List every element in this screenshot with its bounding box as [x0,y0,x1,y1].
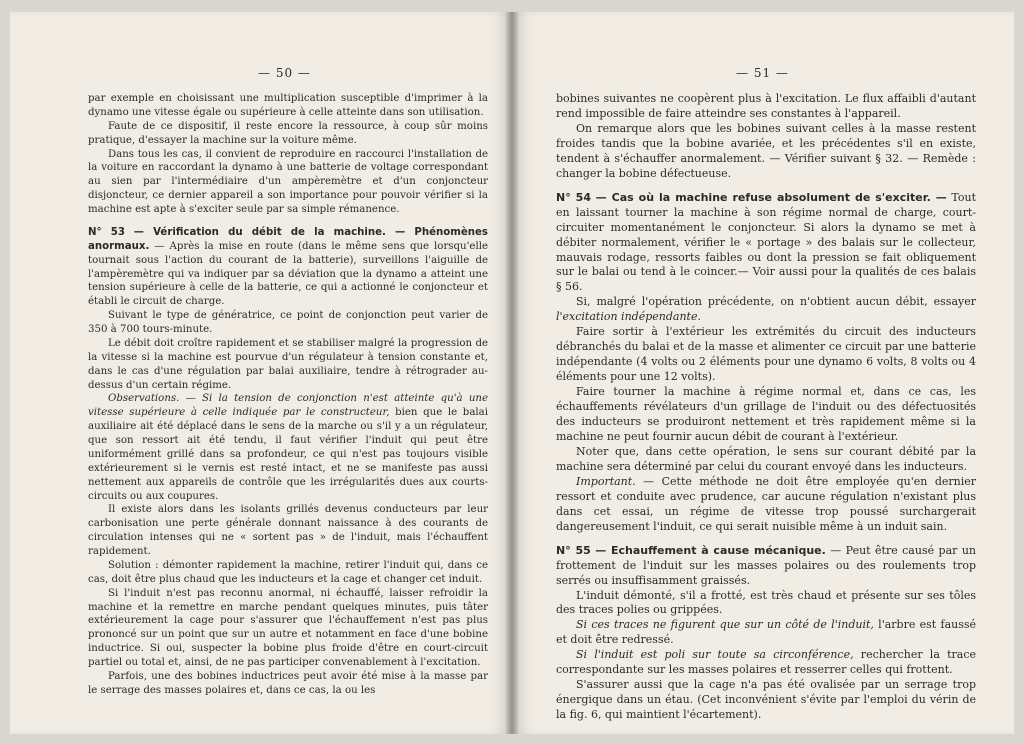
paragraph: par exemple en choisissant une multiplication susceptible d'imprimer à la dynamo une vitesse égale ou supérieure à celle atteinte dans son utilisation. [88,93,488,118]
observations-label: Observations. [108,393,180,405]
observations-paragraph [88,392,488,503]
paragraph-text: Si, malgré l'opération précédente, on n'obtient aucun débit, essayer [576,295,976,309]
paragraph: L'induit démonté, s'il a frotté, est très chaud et présente sur ses tôles des traces polies ou grippées. [556,588,976,617]
paragraph-text: l'arbre est faussé et doit être redressé. [556,618,977,647]
book-gutter [506,12,518,734]
paragraph: Le débit doit croître rapidement et se stabiliser malgré la progression de la vitesse si la machine est pourvue d'un régulateur à tension constante et, dans le cas d'une régulation par balai auxiliaire, tendre à rétrograder au-dessus d'un certain régime. [88,337,488,391]
left-page-text [88,92,488,698]
section-number: N° 53 [88,226,125,238]
section-number: N° 54 [556,190,591,204]
left-page [10,12,512,734]
paragraph [556,648,976,678]
paragraph [556,618,976,648]
paragraph: Dans tous les cas, il convient de reproduire en raccourci l'installation de la voiture en raccordant la dynamo à une batterie de voltage correspondant au sien par l'intermédiaire d'un ampèremètre et d'un conjoncteur disjoncteur, ce dernier appareil a son importance pour pouvoir vérifier si la machine est apte à s'exciter seule par sa simple rémanence. [88,148,488,215]
paragraph: On remarque alors que les bobines suivant celles à la masse restent froides tandis que la bobine avariée, et les précédentes s'il en existe, tendent à s'échauffer anormalement. — Vérifier suivant § 32. — Remède : changer la bobine défectueuse. [556,121,976,180]
right-page-text [556,92,976,723]
paragraph-text: rechercher la trace correspondante sur les masses polaires et resserrer celles qui frottent. [556,648,976,677]
paragraph: Suivant le type de génératrice, ce point de conjonction peut varier de 350 à 700 tours-minute. [88,310,488,335]
paragraph: Si l'induit n'est pas reconnu anormal, ni échauffé, laisser refroidir la machine et la remettre en marche pendant quelques minutes, puis tâter extérieurement la cage pour s'assurer que l'échauffement n'est pas plus prononcé sur un point que sur un autre et notamment en face d'une bobine inductrice. Si oui, suspecter la bobine plus froide d'être en court-circuit partiel ou total et, ainsi, de ne pas participer convenablement à l'excitation. [88,587,488,668]
paragraph: Faire tourner la machine à régime normal et, dans ce cas, les échauffements révélateurs d'un grillage de l'induit ou des défectuosités des inducteurs se produiront nettement et très rapidement même si la machine ne peut fournir aucun débit de courant à l'extérieur. [556,385,976,443]
section-title: — Echauffement à cause mécanique. [595,543,826,557]
page-number-left: — 50 — [258,66,311,80]
paragraph: bobines suivantes ne coopèrent plus à l'excitation. Le flux affaibli d'autant rend impossible de faire atteindre ses constantes à l'appareil. [556,92,976,120]
section-text: — Après la mise en route (dans le même sens que lorsqu'elle tournait sous l'action du courant de la batterie), surveillons l'aiguille de l'ampèremètre qui va indiquer par sa déviation que la dynamo a atteint une tension supérieure à celle de la batterie, ce qui a actionné le conjoncteur et établi le circuit de charge. [88,240,488,308]
paragraph: Noter que, dans cette opération, le sens sur courant débité par la machine sera déterminé par celui du courant envoyé dans les inducteurs. [556,444,976,473]
section-55 [556,544,976,589]
open-book [10,12,1014,734]
paragraph-italic: Si l'induit est poli sur toute sa circonférence, [576,648,854,662]
section-title: — Vérification du débit de la machine. — Phénomènes anormaux. [88,226,488,252]
observations-text: bien que le balai auxiliaire ait été déplacé dans le sens de la marche ou s'il y a un régulateur, que son ressort ait été tendu, il faut vérifier l'induit qui peut être uniformément grillé dans sa profondeur, ce qui n'est pas toujours visible extérieurement si le vernis est resté intact, et ne se manifeste pas aussi nettement aux appareils de contrôle que les irrégularités dues aux courts-circuits ou aux coupures. [88,407,488,502]
section-text: Tout en laissant tourner la machine à son régime normal de charge, court-circuiter momentanément le conjoncteur. Si alors la dynamo se met à débiter normalement, vérifier le « portage » des balais sur le collecteur, mauvais rodage, ressorts faibles ou dont la pression se fait obliquement sur le balai ou tend à le coincer.— Voir aussi pour la qualités de ces balais § 56. [556,190,977,294]
important-text: — Cette méthode ne doit être employée qu'en dernier ressort et conduite avec prudence, car aucune régulation n'existant plus dans cet essai, un régime de vitesse trop poussé surchargerait dangereusement l'induit, ce qui serait nuisible même à un induit sain. [556,474,976,533]
section-title: — Cas où la machine refuse absolument de s'exciter. — [595,190,947,204]
right-page [512,12,1014,734]
paragraph: Parfois, une des bobines inductrices peut avoir été mise à la masse par le serrage des masses polaires et, dans ce cas, la ou les [88,670,488,696]
paragraph-italic: l'excitation indépendante. [556,310,701,324]
paragraph [556,295,976,325]
section-number: N° 55 [556,543,591,557]
section-53 [88,226,488,309]
paragraph: S'assurer aussi que la cage n'a pas été ovalisée par un serrage trop énergique dans un étau. (Cet inconvénient s'évite par l'emploi du vérin de la fig. 6, qui maintient l'écartement). [556,678,976,722]
paragraph-italic: Si ces traces ne figurent que sur un côté de l'induit, [576,618,874,632]
paragraph: Faute de ce dispositif, il reste encore la ressource, à coup sûr moins pratique, d'essayer la machine sur la voiture même. [88,120,488,146]
important-paragraph [556,475,976,535]
page-number-right: — 51 — [736,66,789,80]
paragraph: Faire sortir à l'extérieur les extrémités du circuit des inducteurs débranchés du balai et de la masse et alimenter ce circuit par une batterie indépendante (4 volts ou 2 éléments pour une dynamo 6 volts, 8 volts ou 4 éléments pour une 12 volts). [556,325,976,384]
important-label: Important. [576,474,636,488]
section-text: — Peut être causé par un frottement de l'induit sur les masses polaires ou des roulements trop serrés ou insuffisamment graissés. [556,543,976,587]
paragraph: Il existe alors dans les isolants grillés devenus conducteurs par leur carbonisation une perte générale donnant naissance à des courants de circulation intenses qui ne « sortent pas » de l'induit, mais l'échauffent rapidement. [88,504,488,557]
observations-italic: — Si la tension de conjonction n'est atteinte qu'à une vitesse supérieure à celle indiquée par le constructeur, [88,393,488,419]
section-54 [556,191,976,296]
paragraph: Solution : démonter rapidement la machine, retirer l'induit qui, dans ce cas, doit être plus chaud que les inducteurs et la cage et changer cet induit. [88,559,488,585]
